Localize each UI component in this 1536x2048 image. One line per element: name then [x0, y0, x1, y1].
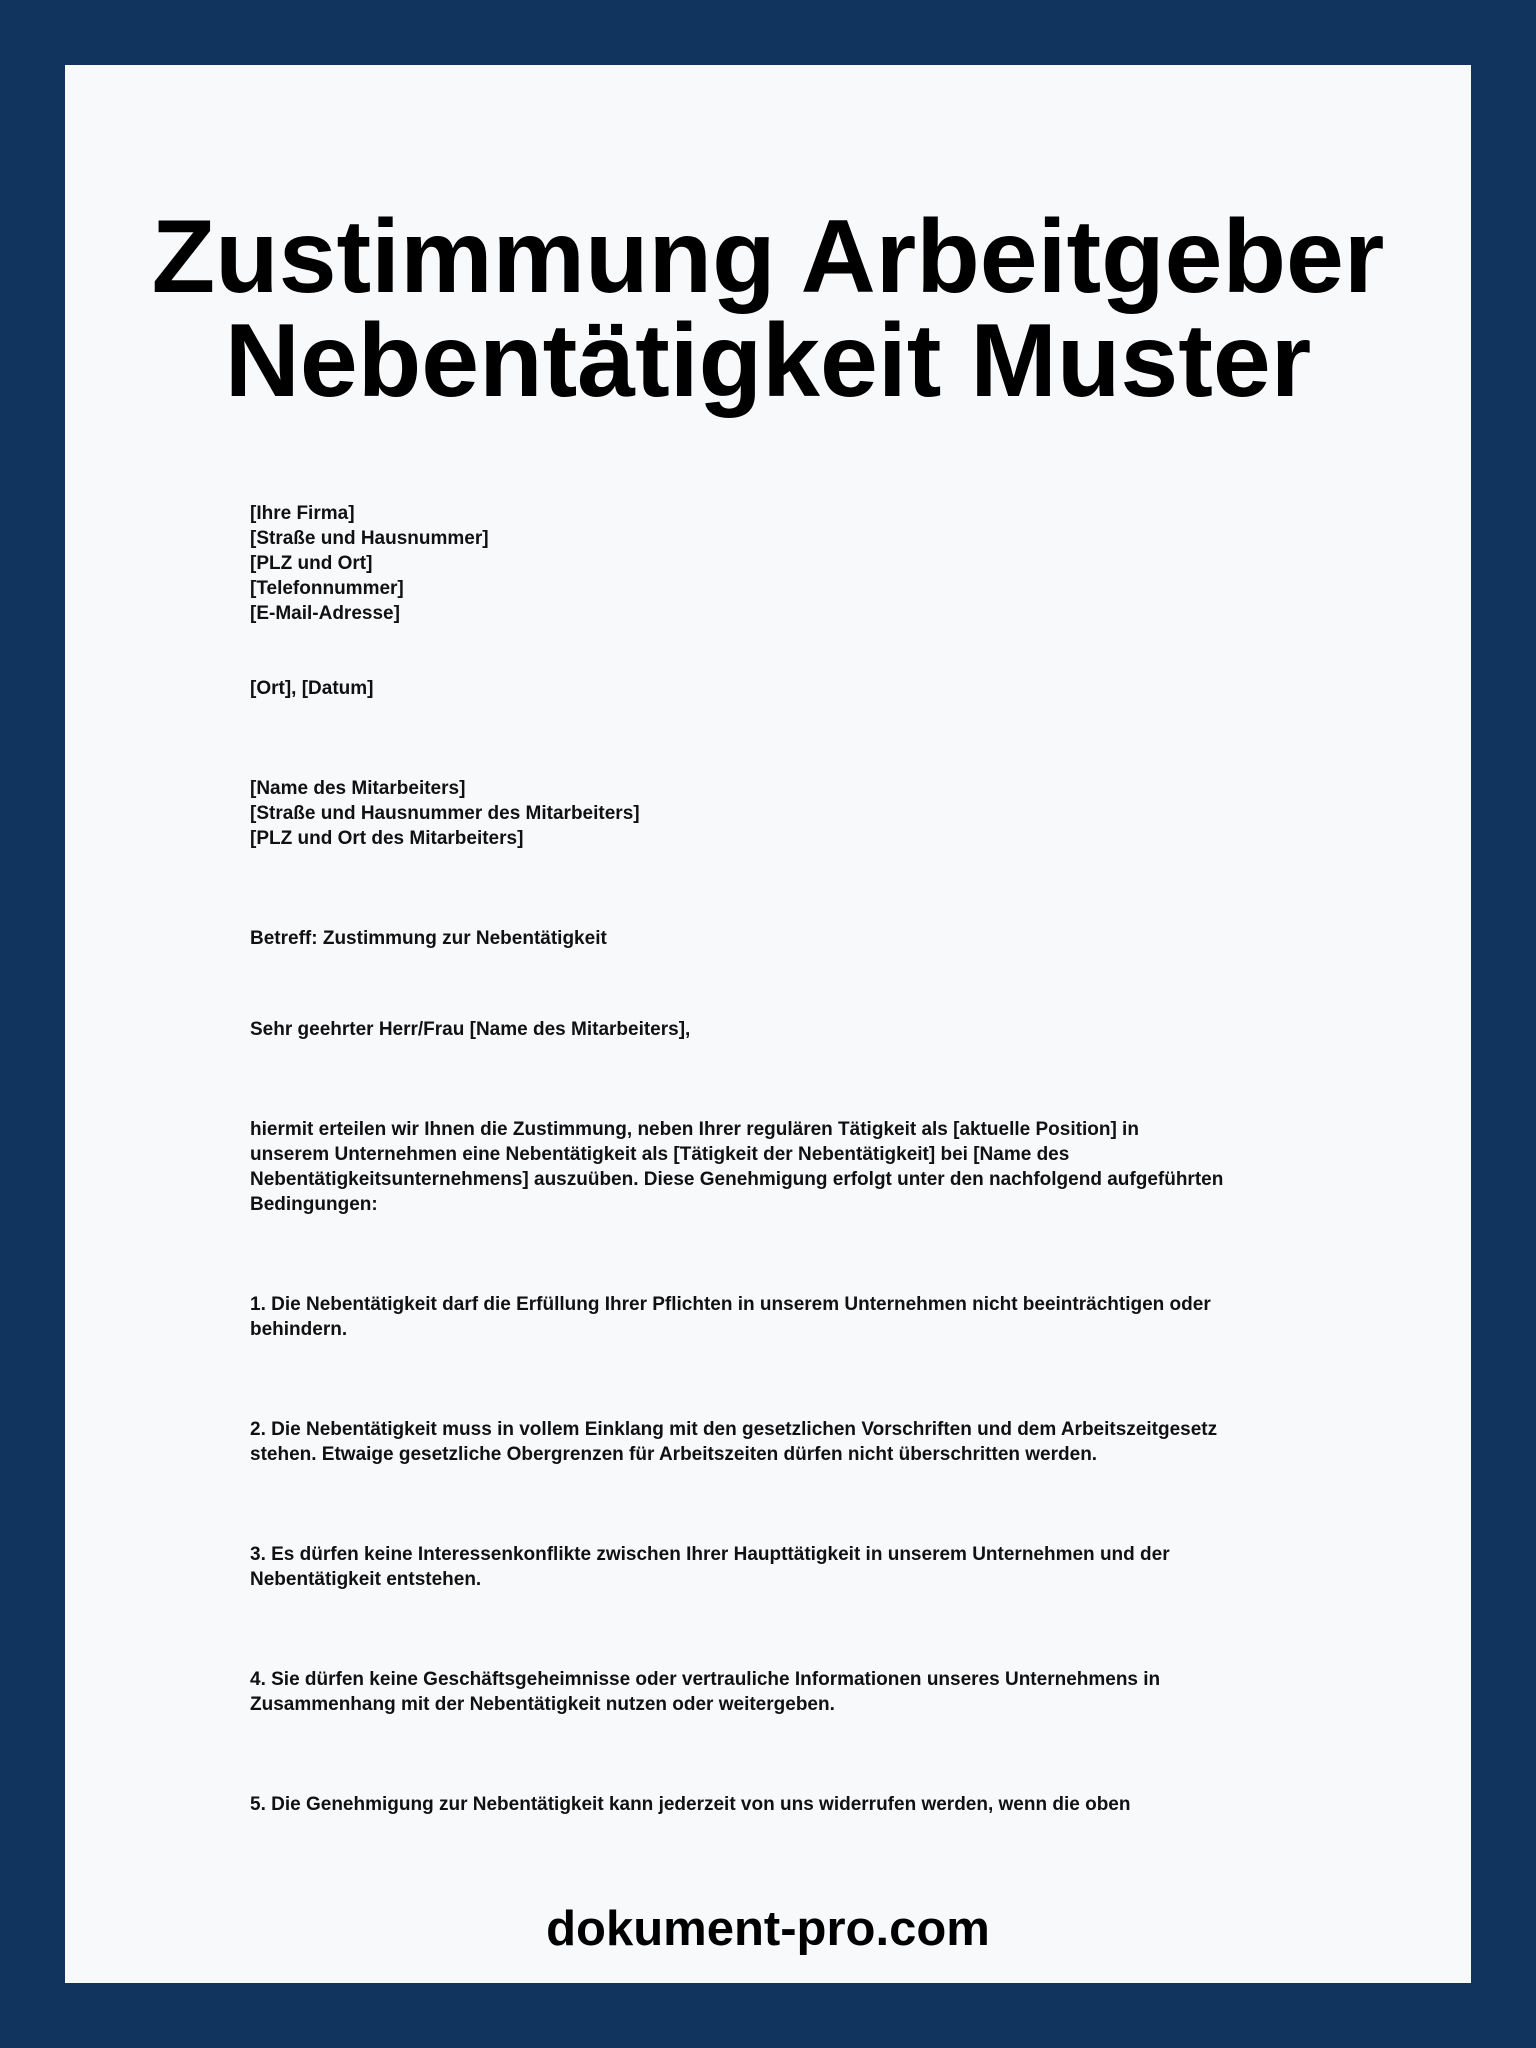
condition-line: 1. Die Nebentätigkeit darf die Erfüllung Ihrer Pflichten in unserem Unternehmen nicht beeinträchtigen oder: [250, 1294, 1211, 1315]
place-date: [Ort], [Datum]: [250, 678, 374, 699]
recipient-city: [PLZ und Ort des Mitarbeiters]: [250, 828, 524, 849]
condition-4: [250, 1667, 1350, 1717]
salutation: Sehr geehrter Herr/Frau [Name des Mitarbeiters],: [250, 1019, 691, 1040]
condition-line: Zusammenhang mit der Nebentätigkeit nutzen oder weitergeben.: [250, 1694, 835, 1715]
recipient-address: [250, 776, 1350, 851]
condition-2: [250, 1417, 1350, 1467]
document-title: [65, 199, 1471, 419]
intro-line: hiermit erteilen wir Ihnen die Zustimmung, neben Ihrer regulären Tätigkeit als [aktuelle Position] in: [250, 1119, 1139, 1140]
recipient-street: [Straße und Hausnummer des Mitarbeiters]: [250, 803, 640, 824]
footer-site-name: dokument-pro.com: [546, 1902, 990, 1956]
sender-address: [250, 501, 1350, 626]
intro-paragraph: [250, 1117, 1350, 1217]
recipient-name: [Name des Mitarbeiters]: [250, 778, 466, 799]
intro-line: Bedingungen:: [250, 1194, 378, 1215]
condition-line: 5. Die Genehmigung zur Nebentätigkeit kann jederzeit von uns widerrufen werden, wenn die oben: [250, 1794, 1131, 1815]
condition-line: 3. Es dürfen keine Interessenkonflikte zwischen Ihrer Haupttätigkeit in unserem Unternehmen und der: [250, 1544, 1170, 1565]
condition-1: [250, 1292, 1350, 1342]
condition-line: 4. Sie dürfen keine Geschäftsgeheimnisse oder vertrauliche Informationen unseres Unternehmens in: [250, 1669, 1161, 1690]
letter-body: [250, 501, 1350, 1817]
condition-line: stehen. Etwaige gesetzliche Obergrenzen für Arbeitszeiten dürfen nicht überschritten werden.: [250, 1444, 1098, 1465]
intro-line: Nebentätigkeitsunternehmens] auszuüben. Diese Genehmigung erfolgt unter den nachfolgend aufgeführten: [250, 1169, 1224, 1190]
intro-line: unserem Unternehmen eine Nebentätigkeit als [Tätigkeit der Nebentätigkeit] bei [Name des: [250, 1144, 1070, 1165]
condition-line: 2. Die Nebentätigkeit muss in vollem Einklang mit den gesetzlichen Vorschriften und dem Arbeitszeitgesetz: [250, 1419, 1218, 1440]
sender-company: [Ihre Firma]: [250, 503, 355, 524]
sender-city: [PLZ und Ort]: [250, 553, 373, 574]
condition-line: Nebentätigkeit entstehen.: [250, 1569, 482, 1590]
condition-5: [250, 1792, 1350, 1817]
sender-phone: [Telefonnummer]: [250, 578, 404, 599]
sender-street: [Straße und Hausnummer]: [250, 528, 489, 549]
condition-line: behindern.: [250, 1319, 348, 1340]
condition-3: [250, 1542, 1350, 1592]
sender-email: [E-Mail-Adresse]: [250, 603, 400, 624]
title-line: Zustimmung Arbeitgeber: [151, 199, 1385, 315]
document-page: [65, 65, 1471, 1983]
title-line: Nebentätigkeit Muster: [224, 303, 1312, 419]
subject-line: Betreff: Zustimmung zur Nebentätigkeit: [250, 928, 607, 949]
